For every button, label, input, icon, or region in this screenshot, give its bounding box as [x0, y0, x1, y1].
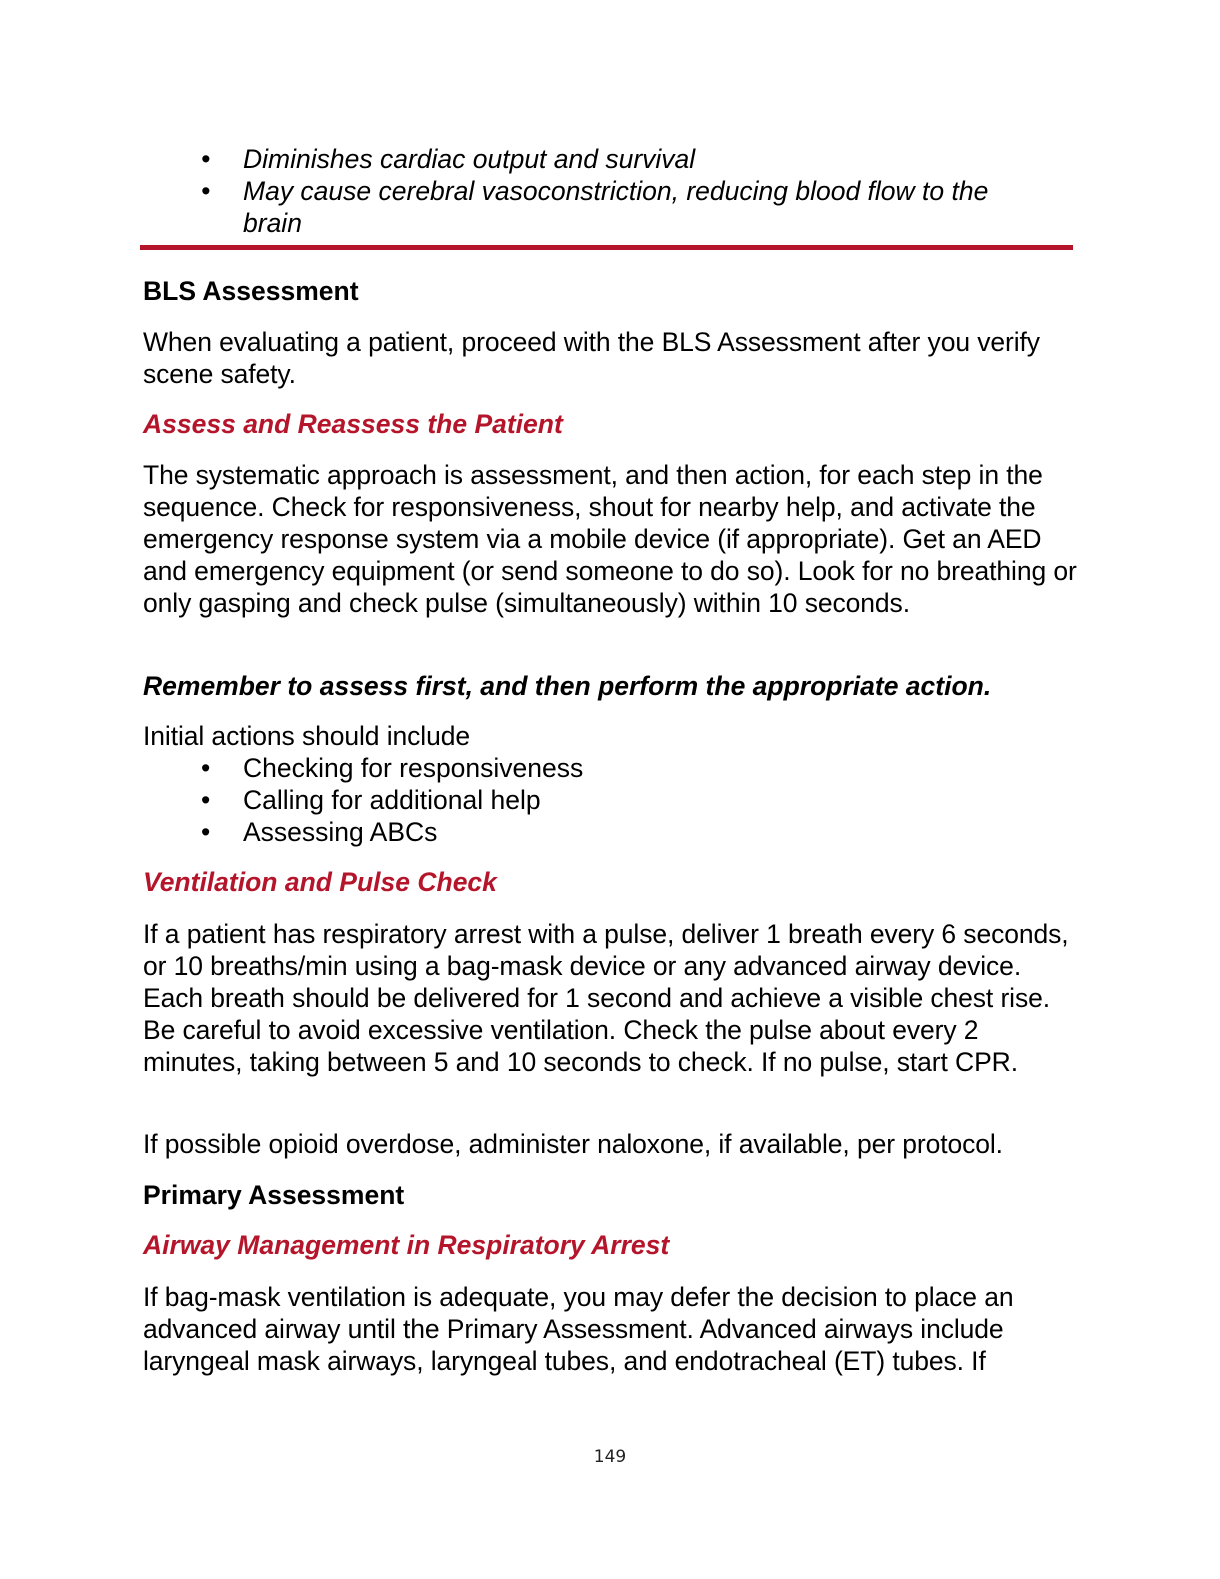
bullet-icon: •: [201, 176, 211, 206]
list-item: • Diminishes cardiac output and survival: [201, 144, 696, 174]
airway-management-heading: Airway Management in Respiratory Arrest: [143, 1230, 670, 1260]
list-item: • May cause cerebral vasoconstriction, reducing blood flow to the brain: [201, 176, 989, 238]
airway-paragraph: If bag-mask ventilation is adequate, you may defer the decision to place an advanced airway until the Primary Assessment. Advanced airways include laryngeal mask airways, laryngeal tubes, and endotracheal (ET) tubes. If: [143, 1282, 1014, 1376]
bullet-icon: •: [201, 144, 211, 174]
bullet-icon: •: [201, 817, 211, 847]
page-number: 149: [593, 1447, 627, 1467]
opioid-note: If possible opioid overdose, administer naloxone, if available, per protocol.: [143, 1129, 1003, 1159]
list-item: • Assessing ABCs: [201, 817, 438, 847]
bullet-icon: •: [201, 785, 211, 815]
section-divider: [140, 245, 1073, 250]
list-item: • Calling for additional help: [201, 785, 541, 815]
assess-paragraph: The systematic approach is assessment, and then action, for each step in the sequence. Check for responsiveness, shout for nearby help, and activate the emergency response system via a mobile device (if appropriate). Get an AED and emergency equipment (or send someone to do so). Look for no breathing or only gasping and check pulse (simultaneously) within 10 seconds.: [143, 460, 1077, 618]
top-bullet-list: [143, 143, 1078, 239]
reminder-text: Remember to assess first, and then perform the appropriate action.: [143, 671, 992, 701]
bullet-icon: •: [201, 753, 211, 783]
primary-assessment-heading: Primary Assessment: [143, 1180, 405, 1210]
list-item: • Checking for responsiveness: [201, 753, 584, 783]
ventilation-pulse-heading: Ventilation and Pulse Check: [143, 867, 497, 897]
bls-assessment-heading: BLS Assessment: [143, 276, 359, 306]
initial-actions-list: [143, 752, 1078, 848]
assess-reassess-heading: Assess and Reassess the Patient: [143, 409, 563, 439]
initial-actions-label: Initial actions should include: [143, 721, 470, 751]
ventilation-paragraph: If a patient has respiratory arrest with a pulse, deliver 1 breath every 6 seconds, or 10 breaths/min using a bag-mask device or any advanced airway device. Each breath should be delivered for 1 second and achieve a visible chest rise. Be careful to avoid excessive ventilation. Check the pulse about every 2 minutes, taking between 5 and 10 seconds to check. If no pulse, start CPR.: [143, 919, 1069, 1077]
bls-intro-paragraph: When evaluating a patient, proceed with the BLS Assessment after you verify scene safety.: [143, 327, 1040, 389]
